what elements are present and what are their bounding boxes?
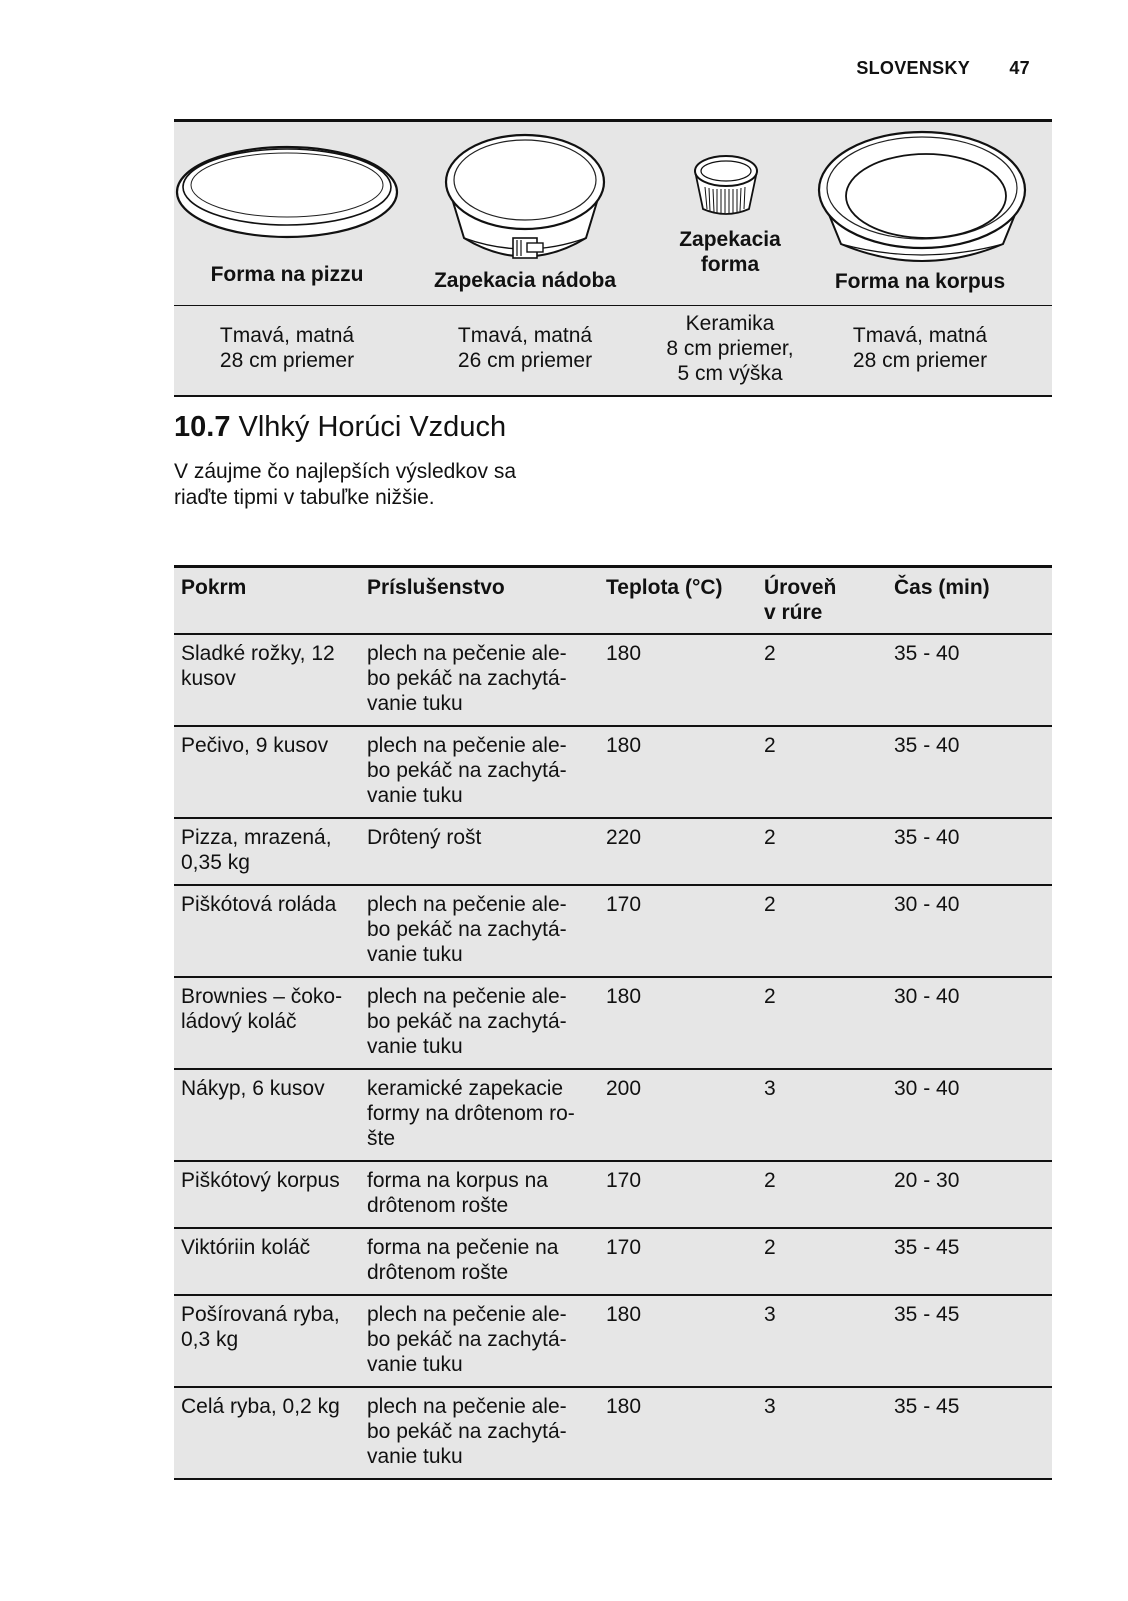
cell-time: 30 - 40 xyxy=(887,1069,1052,1161)
accessory-desc-pizza-pan: Tmavá, matná 28 cm priemer xyxy=(219,324,355,372)
table-row xyxy=(174,977,1052,1069)
cell-temperature: 180 xyxy=(599,634,757,726)
cell-accessory: forma na pečenie na drôtenom rošte xyxy=(360,1228,599,1295)
cell-shelf-level: 2 xyxy=(757,1161,887,1228)
cell-temperature: 180 xyxy=(599,1387,757,1479)
cell-time: 35 - 40 xyxy=(887,818,1052,885)
springform-pan-icon xyxy=(442,130,608,268)
table-header-row xyxy=(174,567,1052,635)
flan-base-pan-icon xyxy=(815,128,1029,266)
cell-shelf-level: 3 xyxy=(757,1069,887,1161)
cell-shelf-level: 2 xyxy=(757,885,887,977)
accessory-name-ramekin: Zapekacia forma xyxy=(679,228,781,276)
cell-temperature: 200 xyxy=(599,1069,757,1161)
cell-accessory: plech na pečenie ale- bo pekáč na zachytá- vanie tuku xyxy=(360,726,599,818)
cell-time: 35 - 40 xyxy=(887,726,1052,818)
moist-fan-baking-table xyxy=(174,565,1052,1480)
ramekin-icon xyxy=(691,153,761,219)
header-time: Čas (min) xyxy=(887,567,1052,635)
cell-time: 20 - 30 xyxy=(887,1161,1052,1228)
page-number: 47 xyxy=(1009,58,1030,78)
table-row xyxy=(174,1161,1052,1228)
cell-shelf-level: 2 xyxy=(757,726,887,818)
cell-temperature: 170 xyxy=(599,1161,757,1228)
cell-accessory: plech na pečenie ale- bo pekáč na zachytá- vanie tuku xyxy=(360,634,599,726)
cell-shelf-level: 2 xyxy=(757,634,887,726)
cell-dish: Piškótová roláda xyxy=(174,885,360,977)
table-row xyxy=(174,1387,1052,1479)
table-row xyxy=(174,818,1052,885)
cell-dish: Celá ryba, 0,2 kg xyxy=(174,1387,360,1479)
section-title xyxy=(174,411,506,444)
cell-temperature: 220 xyxy=(599,818,757,885)
header-shelf-level: Úroveň v rúre xyxy=(757,567,887,635)
cell-dish: Sladké rožky, 12 kusov xyxy=(174,634,360,726)
cell-time: 35 - 45 xyxy=(887,1228,1052,1295)
cell-temperature: 170 xyxy=(599,885,757,977)
accessory-name-springform: Zapekacia nádoba xyxy=(433,269,617,292)
accessory-desc-ramekin: Keramika 8 cm priemer, 5 cm výška xyxy=(666,312,794,385)
accessory-desc-springform: Tmavá, matná 26 cm priemer xyxy=(457,324,593,372)
accessory-name-flan-base: Forma na korpus xyxy=(834,270,1006,293)
cell-time: 30 - 40 xyxy=(887,977,1052,1069)
table-row xyxy=(174,885,1052,977)
cell-shelf-level: 3 xyxy=(757,1387,887,1479)
pizza-pan-icon xyxy=(174,142,400,242)
accessory-desc-flan-base: Tmavá, matná 28 cm priemer xyxy=(852,324,988,372)
accessory-name-pizza-pan: Forma na pizzu xyxy=(210,263,364,286)
page-header xyxy=(856,58,1030,79)
accessories-images-row xyxy=(174,119,1052,306)
cell-accessory: plech na pečenie ale- bo pekáč na zachytá- vanie tuku xyxy=(360,885,599,977)
table-row xyxy=(174,726,1052,818)
cell-accessory: keramické zapekacie formy na drôtenom ro- šte xyxy=(360,1069,599,1161)
cell-accessory: forma na korpus na drôtenom rošte xyxy=(360,1161,599,1228)
header-temperature: Teplota (°C) xyxy=(599,567,757,635)
cell-temperature: 180 xyxy=(599,726,757,818)
cell-dish: Viktóriin koláč xyxy=(174,1228,360,1295)
cell-shelf-level: 2 xyxy=(757,818,887,885)
cell-shelf-level: 2 xyxy=(757,1228,887,1295)
accessories-desc-row xyxy=(174,306,1052,397)
header-dish: Pokrm xyxy=(174,567,360,635)
cell-dish: Pizza, mrazená, 0,35 kg xyxy=(174,818,360,885)
cell-time: 35 - 45 xyxy=(887,1387,1052,1479)
cell-time: 35 - 45 xyxy=(887,1295,1052,1387)
section-intro: V záujme čo najlepších výsledkov sa riaďte tipmi v tabuľke nižšie. xyxy=(174,460,516,509)
cell-dish: Pošírovaná ryba, 0,3 kg xyxy=(174,1295,360,1387)
cell-shelf-level: 3 xyxy=(757,1295,887,1387)
cell-time: 35 - 40 xyxy=(887,634,1052,726)
language-label: SLOVENSKY xyxy=(856,58,971,78)
cell-dish: Nákyp, 6 kusov xyxy=(174,1069,360,1161)
table-row xyxy=(174,1069,1052,1161)
table-row xyxy=(174,1228,1052,1295)
cell-time: 30 - 40 xyxy=(887,885,1052,977)
cell-temperature: 170 xyxy=(599,1228,757,1295)
cell-temperature: 180 xyxy=(599,1295,757,1387)
section-title-text: Vlhký Horúci Vzduch xyxy=(238,411,507,443)
cell-accessory: plech na pečenie ale- bo pekáč na zachytá- vanie tuku xyxy=(360,1387,599,1479)
cell-accessory: plech na pečenie ale- bo pekáč na zachytá- vanie tuku xyxy=(360,1295,599,1387)
accessories-table xyxy=(174,119,1052,397)
cell-accessory: plech na pečenie ale- bo pekáč na zachytá- vanie tuku xyxy=(360,977,599,1069)
cell-dish: Pečivo, 9 kusov xyxy=(174,726,360,818)
cell-dish: Piškótový korpus xyxy=(174,1161,360,1228)
cell-accessory: Drôtený rošt xyxy=(360,818,599,885)
header-accessory: Príslušenstvo xyxy=(360,567,599,635)
section-number: 10.7 xyxy=(174,411,231,443)
cell-temperature: 180 xyxy=(599,977,757,1069)
table-row xyxy=(174,634,1052,726)
cell-dish: Brownies – čoko- ládový koláč xyxy=(174,977,360,1069)
cell-shelf-level: 2 xyxy=(757,977,887,1069)
table-row xyxy=(174,1295,1052,1387)
